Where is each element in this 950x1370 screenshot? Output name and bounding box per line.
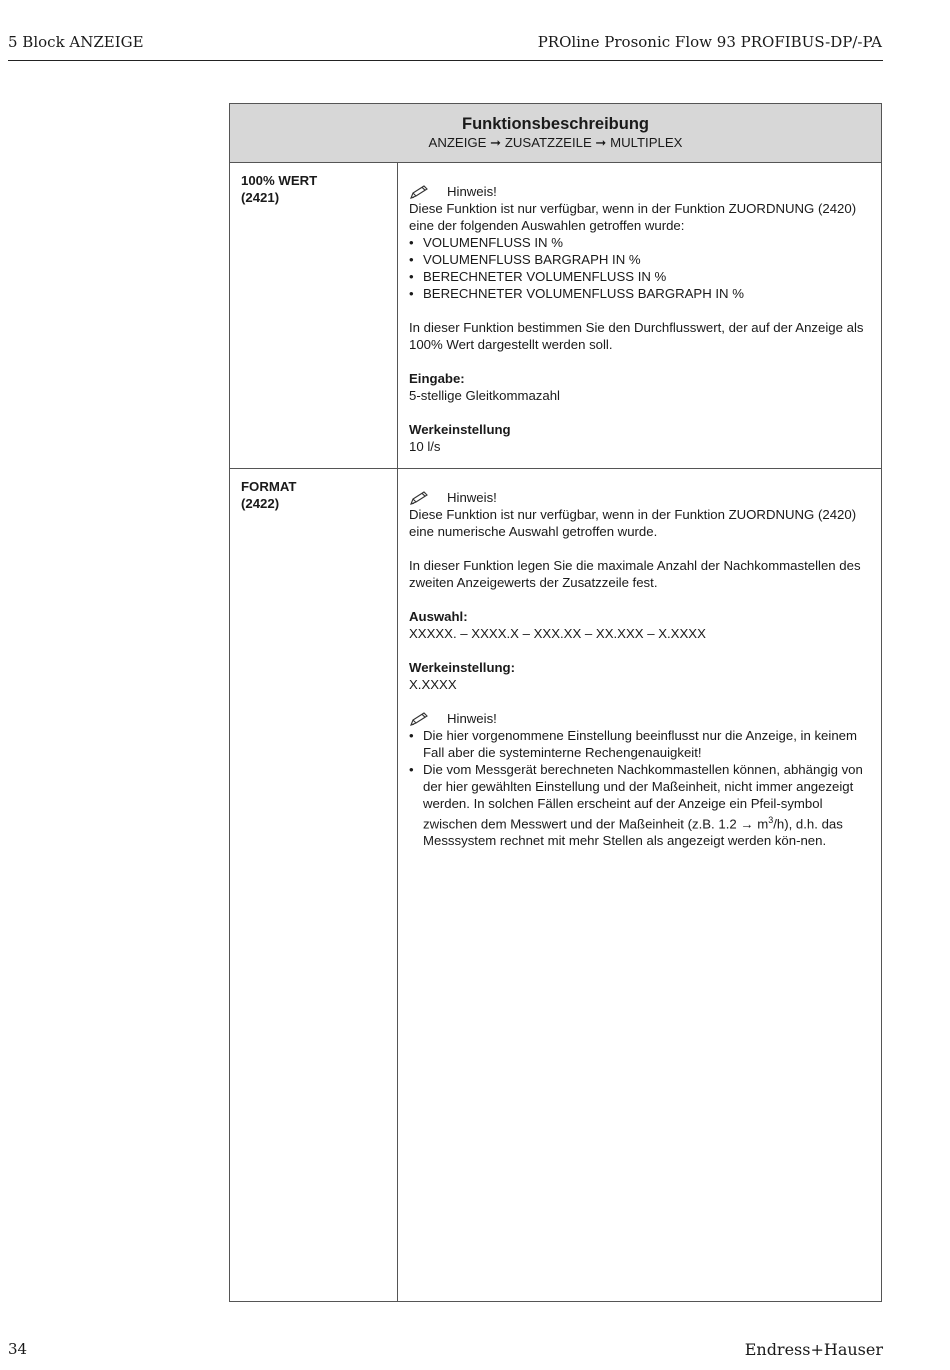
function-name: 100% WERT <box>241 173 318 188</box>
function-description: In dieser Funktion bestimmen Sie den Durchflusswert, der auf der Anzeige als 100% Wert dargestellt werden soll. <box>409 320 864 352</box>
function-table <box>229 103 882 1302</box>
function-name: FORMAT <box>241 479 297 494</box>
hint-heading <box>409 710 871 727</box>
list-item <box>409 761 871 849</box>
hint-text: Diese Funktion ist nur verfügbar, wenn in der Funktion ZUORDNUNG (2420) eine der folgenden Auswahlen getroffen wurde: <box>409 201 857 233</box>
input-label: Eingabe: <box>409 371 465 386</box>
hint-text: Diese Funktion ist nur verfügbar, wenn in der Funktion ZUORDNUNG (2420) eine numerische Auswahl getroffen wurde. <box>409 507 857 539</box>
table-row <box>230 469 881 1301</box>
hint-heading <box>409 183 871 200</box>
default-value: 10 l/s <box>409 439 441 454</box>
hint-label: Hinweis! <box>447 184 497 199</box>
function-description: In dieser Funktion legen Sie die maximale Anzahl der Nachkommastellen des zweiten Anzeigewerts der Zusatzzeile fest. <box>409 558 861 590</box>
hint-label: Hinweis! <box>447 711 497 726</box>
default-label: Werkeinstellung <box>409 422 511 437</box>
header-section: 5 Block ANZEIGE <box>8 33 144 51</box>
page-number: 34 <box>8 1340 28 1358</box>
list-item: • VOLUMENFLUSS IN % <box>409 234 871 251</box>
function-description-cell <box>398 163 881 468</box>
table-header <box>230 104 881 163</box>
list-item: • Die hier vorgenommene Einstellung beeinflusst nur die Anzeige, in keinem Fall aber die systeminterne Rechengenauigkeit! <box>409 727 871 761</box>
pencil-icon <box>409 711 431 727</box>
pencil-icon <box>409 490 431 506</box>
header-rule <box>8 60 883 61</box>
hint-list <box>409 727 871 849</box>
function-description-cell <box>398 469 881 1301</box>
function-code: (2422) <box>241 496 280 511</box>
hint-label: Hinweis! <box>447 490 497 505</box>
default-value: X.XXXX <box>409 677 457 692</box>
hint-text-part: /h), d.h. das Messsystem rechnet mit mehr Stellen als angezeigt werden kön-nen. <box>423 816 843 849</box>
header-product: PROline Prosonic Flow 93 PROFIBUS-DP/-PA <box>537 33 882 51</box>
pencil-icon <box>409 184 431 200</box>
table-row <box>230 163 881 469</box>
function-code: (2421) <box>241 190 280 205</box>
brand-name: Endress+Hauser <box>744 1340 883 1359</box>
function-name-cell <box>230 469 398 1301</box>
list-item: • BERECHNETER VOLUMENFLUSS IN % <box>409 268 871 285</box>
default-label: Werkeinstellung: <box>409 660 516 675</box>
superscript: 3 <box>768 815 774 825</box>
list-item: • BERECHNETER VOLUMENFLUSS BARGRAPH IN % <box>409 285 871 302</box>
table-menu-path: ANZEIGE ➞ ZUSATZZEILE ➞ MULTIPLEX <box>428 135 683 150</box>
option-list <box>409 234 871 302</box>
table-title: Funktionsbeschreibung <box>461 115 649 133</box>
hint-heading <box>409 489 871 506</box>
select-label: Auswahl: <box>409 609 468 624</box>
hint-text-part: Die vom Messgerät berechneten Nachkommastellen können, abhängig von der hier gewählten Einstellung und der Maßeinheit, nicht immer angezeigt werden. In solchen Fällen erscheint auf der Anzeige ein Pfeil-symbol zwischen dem Messwert und der Maßeinheit (z.B. 1.2 → m <box>423 762 863 832</box>
list-item: • VOLUMENFLUSS BARGRAPH IN % <box>409 251 871 268</box>
function-name-cell <box>230 163 398 468</box>
input-value: 5-stellige Gleitkommazahl <box>409 388 560 403</box>
select-value: XXXXX. – XXXX.X – XXX.XX – XX.XXX – X.XXXX <box>409 626 706 641</box>
